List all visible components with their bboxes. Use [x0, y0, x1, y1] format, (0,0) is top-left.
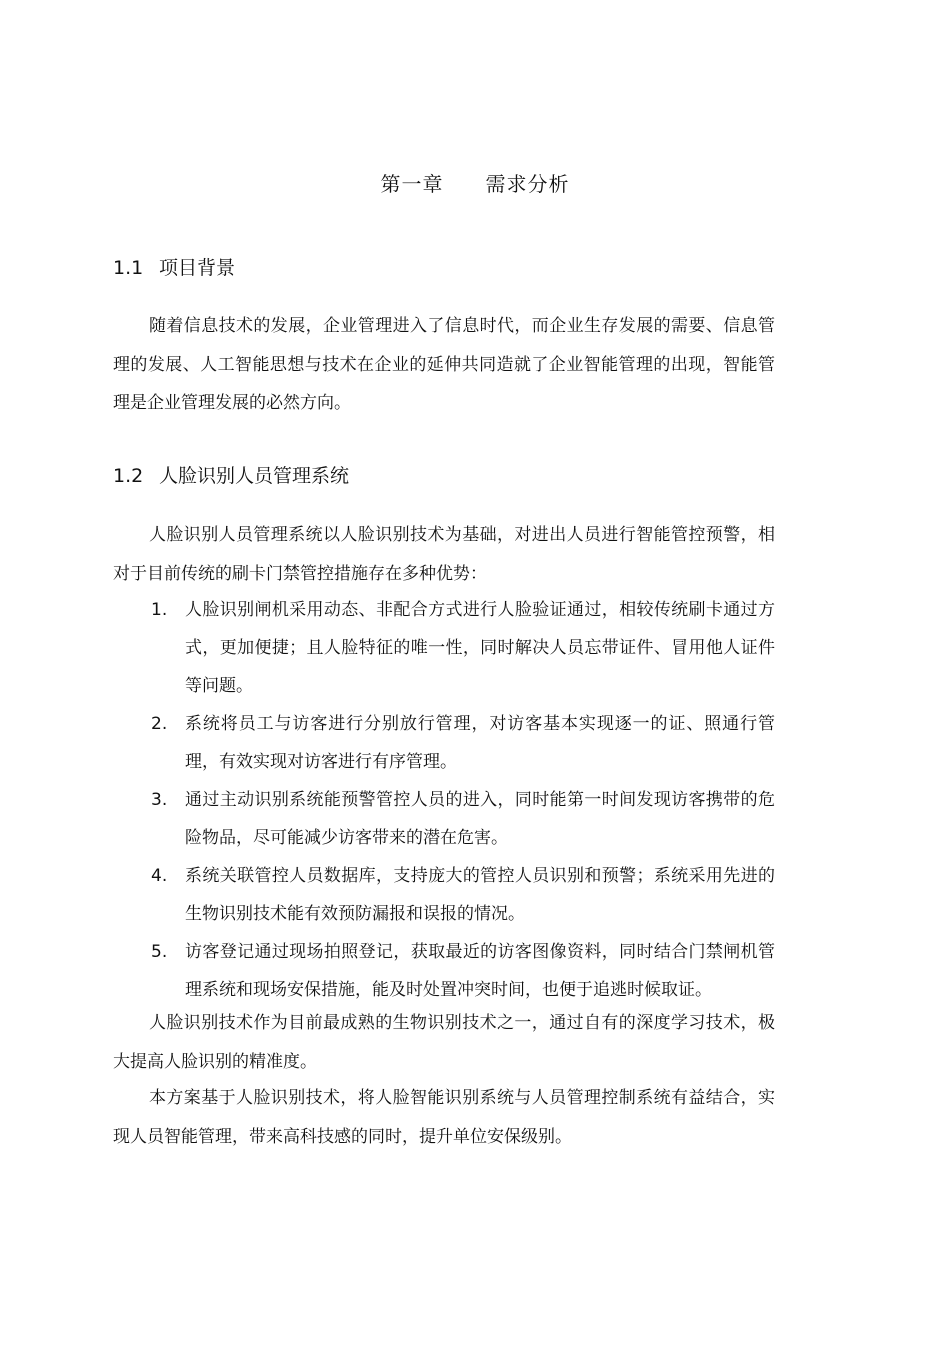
list-marker: 3.	[151, 790, 168, 810]
chapter-name: 需求分析	[485, 172, 570, 196]
list-item-text: 访客登记通过现场拍照登记，获取最近的访客图像资料，同时结合门禁闸机管理系统和现场安保措施，能及时处置冲突时间，也便于追逃时候取证。	[185, 942, 775, 1000]
section-title: 人脸识别人员管理系统	[159, 465, 350, 487]
list-item-text: 系统关联管控人员数据库，支持庞大的管控人员识别和预警；系统采用先进的生物识别技术能有效预防漏报和误报的情况。	[185, 866, 775, 924]
section-number: 1.1	[113, 257, 144, 279]
list-item	[113, 591, 775, 705]
list-item-text: 系统将员工与访客进行分别放行管理，对访客基本实现逐一的证、照通行管理，有效实现对访客进行有序管理。	[185, 714, 775, 772]
list-item	[113, 705, 775, 781]
section-heading-1-1	[113, 253, 235, 280]
section-heading-1-2	[113, 461, 349, 488]
list-item	[113, 781, 775, 857]
list-item-text: 人脸识别闸机采用动态、非配合方式进行人脸验证通过，相较传统刷卡通过方式，更加便捷；且人脸特征的唯一性，同时解决人员忘带证件、冒用他人证件等问题。	[185, 600, 775, 696]
list-item	[113, 857, 775, 933]
list-marker: 2.	[151, 714, 168, 734]
system-intro-paragraph: 人脸识别人员管理系统以人脸识别技术为基础，对进出人员进行智能管控预警，相对于目前传统的刷卡门禁管控措施存在多种优势：	[113, 525, 775, 584]
section-title: 项目背景	[159, 257, 236, 279]
chapter-number: 第一章	[380, 172, 444, 196]
list-item	[113, 933, 775, 1009]
closing-paragraph-2: 本方案基于人脸识别技术，将人脸智能识别系统与人员管理控制系统有益结合，实现人员智能管理，带来高科技感的同时，提升单位安保级别。	[113, 1088, 775, 1147]
closing-paragraph-1: 人脸识别技术作为目前最成熟的生物识别技术之一，通过自有的深度学习技术，极大提高人脸识别的精准度。	[113, 1013, 775, 1072]
list-item-text: 通过主动识别系统能预警管控人员的进入，同时能第一时间发现访客携带的危险物品，尽可能减少访客带来的潜在危害。	[185, 790, 775, 848]
section-number: 1.2	[113, 465, 144, 487]
list-marker: 1.	[151, 600, 168, 620]
list-marker: 5.	[151, 942, 168, 962]
background-paragraph: 随着信息技术的发展，企业管理进入了信息时代，而企业生存发展的需要、信息管理的发展、人工智能思想与技术在企业的延伸共同造就了企业智能管理的出现，智能管理是企业管理发展的必然方向。	[113, 316, 775, 413]
advantages-list	[113, 591, 775, 1009]
chapter-title	[0, 168, 950, 197]
list-marker: 4.	[151, 866, 168, 886]
